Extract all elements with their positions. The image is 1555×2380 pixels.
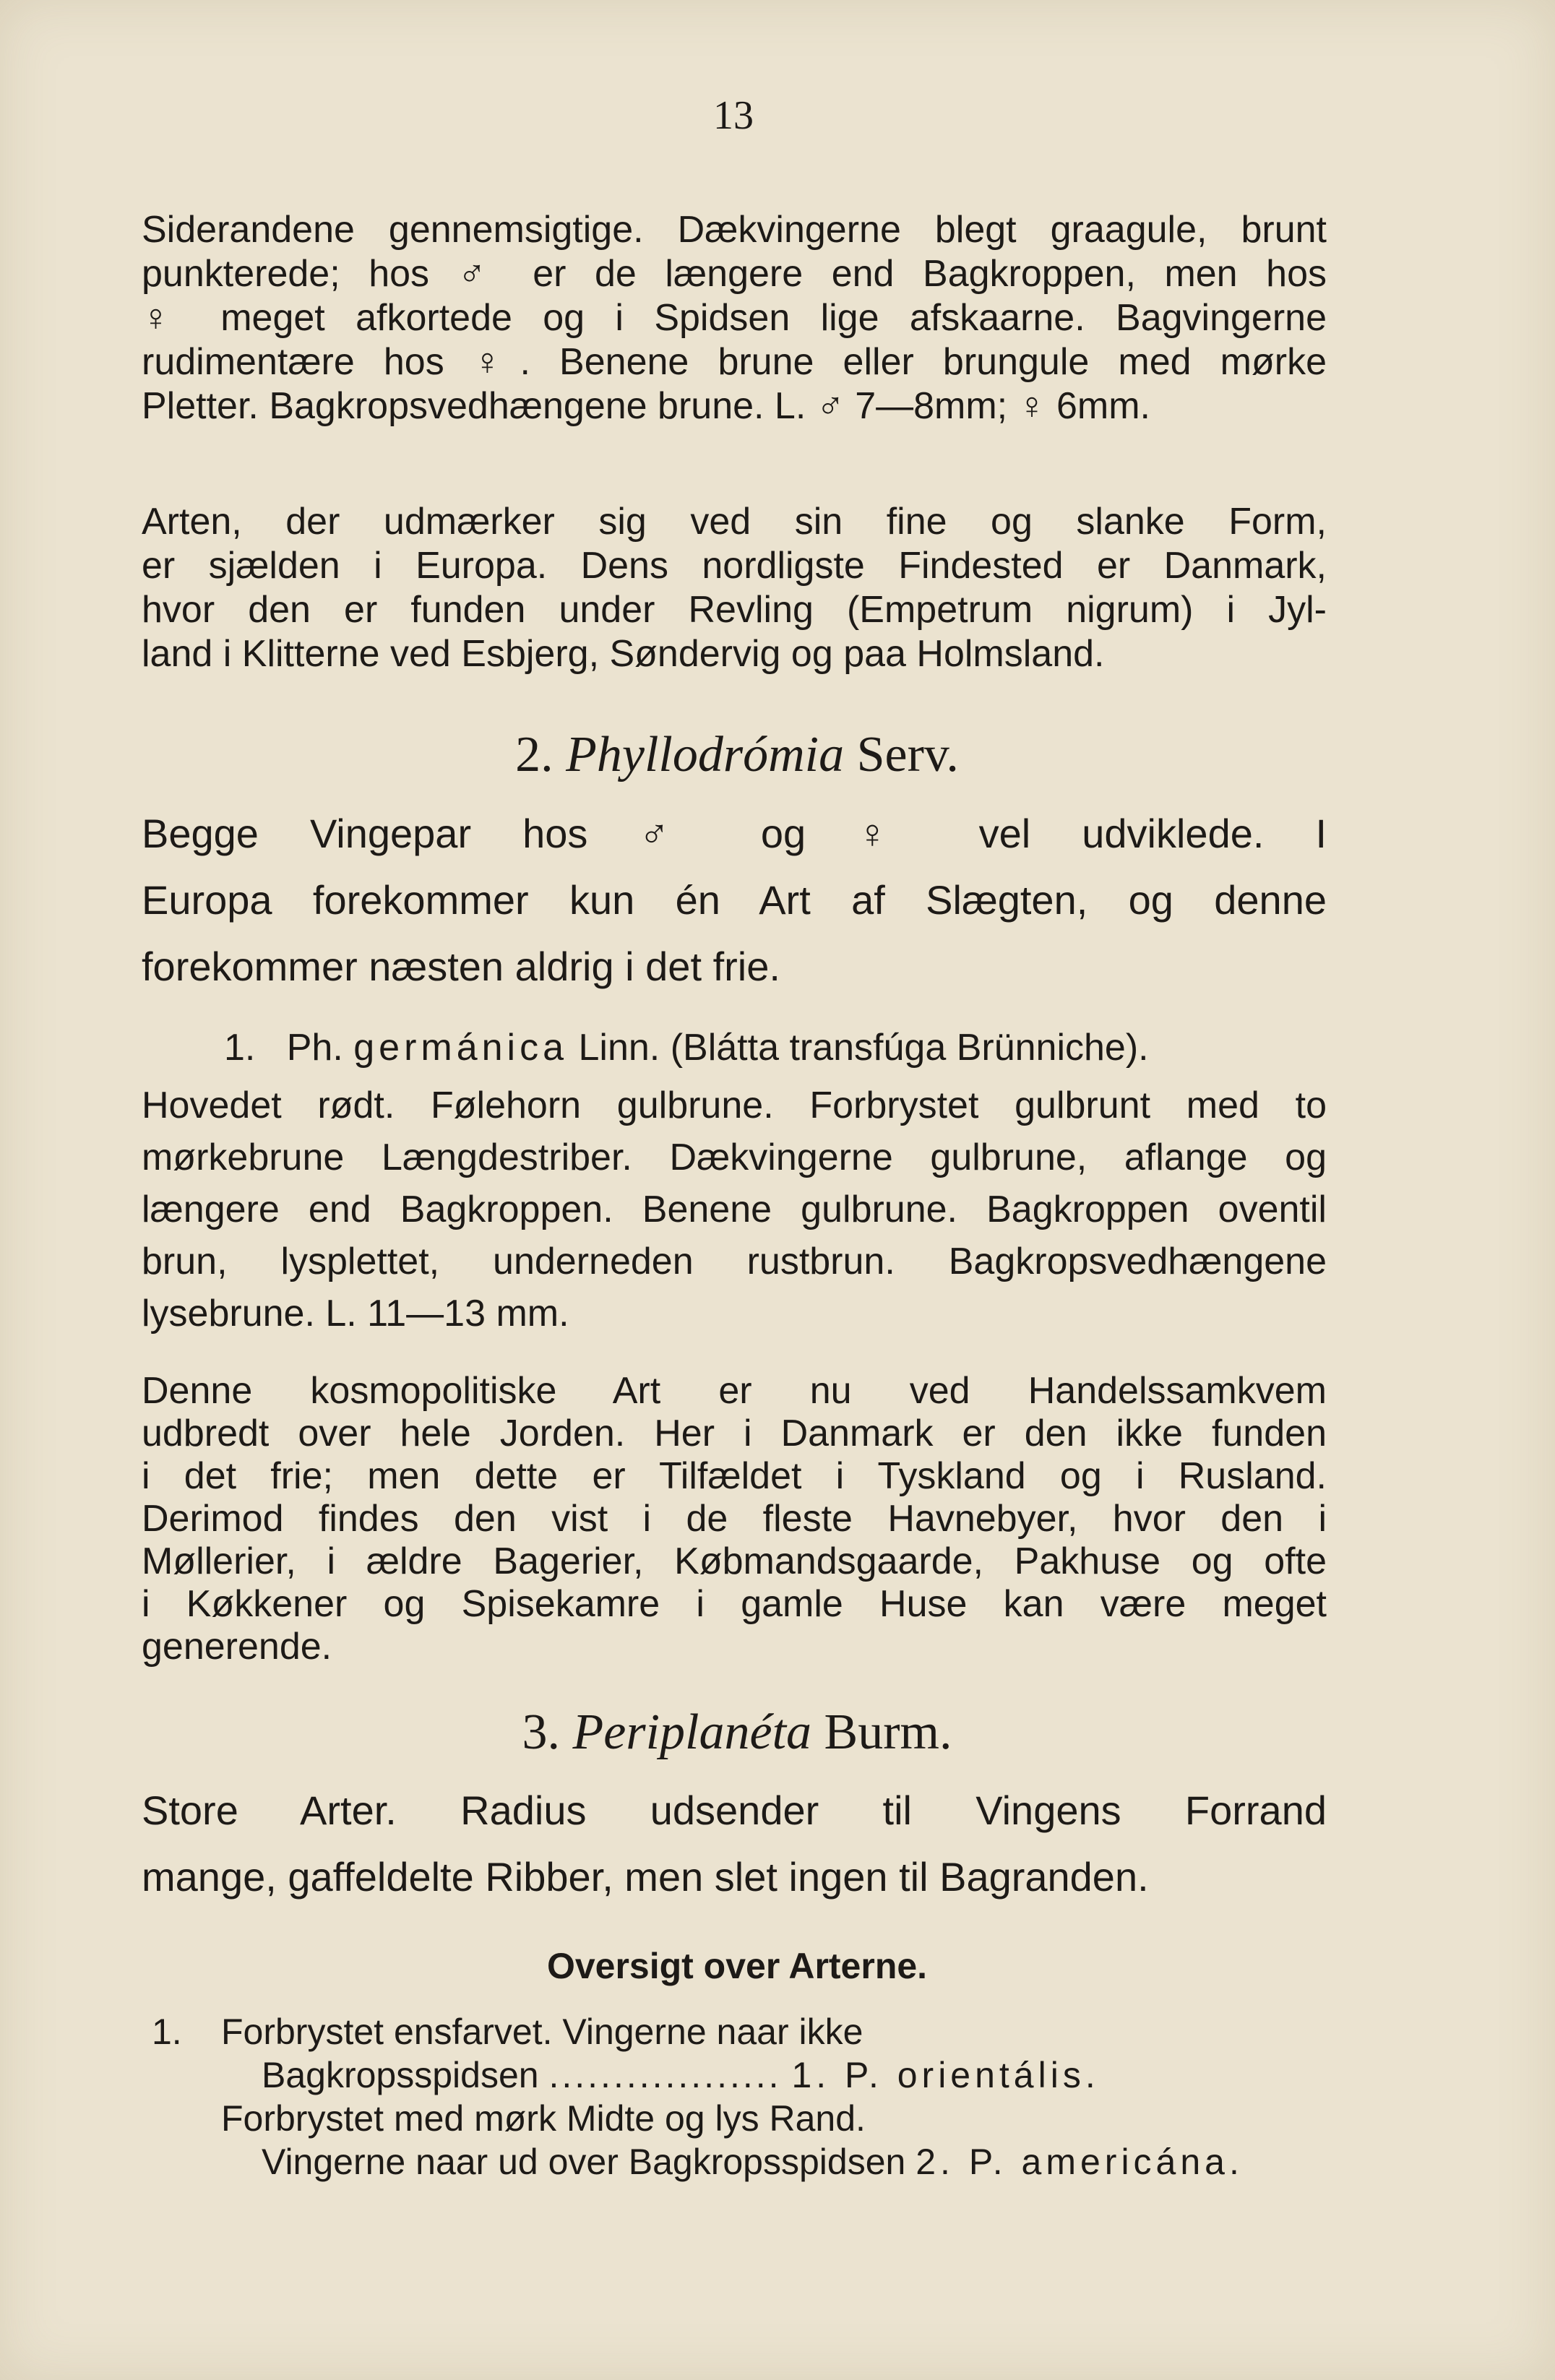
- genus-name: Phyllodrómia: [566, 727, 845, 782]
- text-line: Siderandene gennemsigtige. Dækvingerne blegt graagule, brunt: [142, 209, 1327, 251]
- key-text: Forbrystet med mørk Midte og lys Rand.: [221, 2098, 866, 2139]
- key-text: Bagkropsspidsen: [262, 2055, 539, 2095]
- text-line: er sjælden i Europa. Dens nordligste Findested er Danmark,: [142, 545, 1327, 587]
- text-line: Hovedet rødt. Følehorn gulbrune. Forbrystet gulbrunt med to: [142, 1085, 1327, 1126]
- key-row: [152, 2010, 1337, 2053]
- text-line: lysebrune. L. 11—13 mm.: [142, 1293, 569, 1335]
- paragraph-genus-periplaneta: [142, 1777, 1327, 1910]
- paragraph-genus-description: [142, 801, 1327, 1000]
- text-line: Pletter. Bagkropsvedhængene brune. L. ♂ 7—8mm; ♀ 6mm.: [142, 385, 1151, 427]
- genus-author: Serv.: [856, 727, 959, 782]
- paragraph-distribution: [142, 500, 1327, 676]
- key-title: Oversigt over Arterne.: [546, 1946, 928, 1986]
- genus-number: 2.: [515, 727, 553, 782]
- species-genus-abbr: Ph.: [286, 1027, 343, 1069]
- text-line: mørkebrune Længdestriber. Dækvingerne gulbrune, aflange og: [142, 1137, 1327, 1178]
- text-line: udbredt over hele Jorden. Her i Danmark er den ikke funden: [142, 1413, 1327, 1454]
- key-row: [152, 2053, 1337, 2097]
- species-name: germánica: [353, 1027, 569, 1069]
- species-heading: [224, 1026, 1409, 1069]
- genus-author: Burm.: [824, 1704, 952, 1760]
- text-line: Møllerier, i ældre Bagerier, Købmandsgaarde, Pakhuse og ofte: [142, 1540, 1327, 1582]
- key-row: [152, 2097, 1337, 2140]
- paragraph-species-description: [142, 1079, 1327, 1340]
- text-line: i det frie; men dette er Tilfældet i Tyskland og i Rusland.: [142, 1455, 1327, 1497]
- paragraph-species-distribution: [142, 1370, 1327, 1668]
- genus-heading-periplaneta: [0, 1704, 1474, 1762]
- key-result: 1. P. orientális.: [791, 2055, 1100, 2095]
- key-text: Forbrystet ensfarvet. Vingerne naar ikke: [221, 2012, 863, 2052]
- genus-name: Periplanéta: [572, 1704, 812, 1760]
- text-line: Derimod findes den vist i de fleste Havnebyer, hvor den i: [142, 1498, 1327, 1540]
- key-result: 2. P. americána.: [916, 2142, 1244, 2182]
- page-number: 13: [713, 93, 754, 138]
- text-line: mange, gaffeldelte Ribber, men slet ingen til Bagranden.: [142, 1854, 1149, 1900]
- text-line: ♀ meget afkortede og i Spidsen lige afskaarne. Bagvingerne: [142, 297, 1327, 339]
- text-line: land i Klitterne ved Esbjerg, Søndervig og paa Holmsland.: [142, 633, 1105, 675]
- species-author: Linn.: [578, 1027, 660, 1069]
- species-synonym: (Blátta transfúga Brünniche).: [670, 1027, 1149, 1069]
- text-line: punkterede; hos ♂ er de længere end Bagkroppen, men hos: [142, 253, 1327, 295]
- text-line: Denne kosmopolitiske Art er nu ved Handelssamkvem: [142, 1370, 1327, 1412]
- species-number: 1.: [224, 1027, 256, 1069]
- text-line: i Køkkener og Spisekamre i gamle Huse kan være meget: [142, 1583, 1327, 1625]
- key-leader-dots: ..................: [548, 2055, 782, 2095]
- text-line: Store Arter. Radius udsender til Vingens Forrand: [142, 1788, 1327, 1833]
- species-key: [152, 2010, 1337, 2183]
- genus-heading-phyllodromia: [0, 726, 1474, 784]
- text-line: rudimentære hos ♀. Benene brune eller brungule med mørke: [142, 341, 1327, 383]
- key-number: 1.: [152, 2012, 182, 2052]
- text-line: Europa forekommer kun én Art af Slægten, og denne: [142, 877, 1327, 923]
- text-line: Arten, der udmærker sig ved sin fine og slanke Form,: [142, 501, 1327, 543]
- text-line: generende.: [142, 1626, 332, 1668]
- key-row: [152, 2140, 1337, 2183]
- text-line: længere end Bagkroppen. Benene gulbrune. Bagkroppen oventil: [142, 1189, 1327, 1230]
- key-text: Vingerne naar ud over Bagkropsspidsen: [262, 2142, 906, 2182]
- paragraph-description: [142, 208, 1327, 428]
- text-line: Begge Vingepar hos ♂ og ♀ vel udviklede. I: [142, 811, 1327, 856]
- genus-number: 3.: [522, 1704, 561, 1760]
- text-line: brun, lysplettet, underneden rustbrun. Bagkropsvedhængene: [142, 1241, 1327, 1282]
- text-line: forekommer næsten aldrig i det frie.: [142, 944, 780, 989]
- text-line: hvor den er funden under Revling (Empetrum nigrum) i Jyl-: [142, 589, 1327, 631]
